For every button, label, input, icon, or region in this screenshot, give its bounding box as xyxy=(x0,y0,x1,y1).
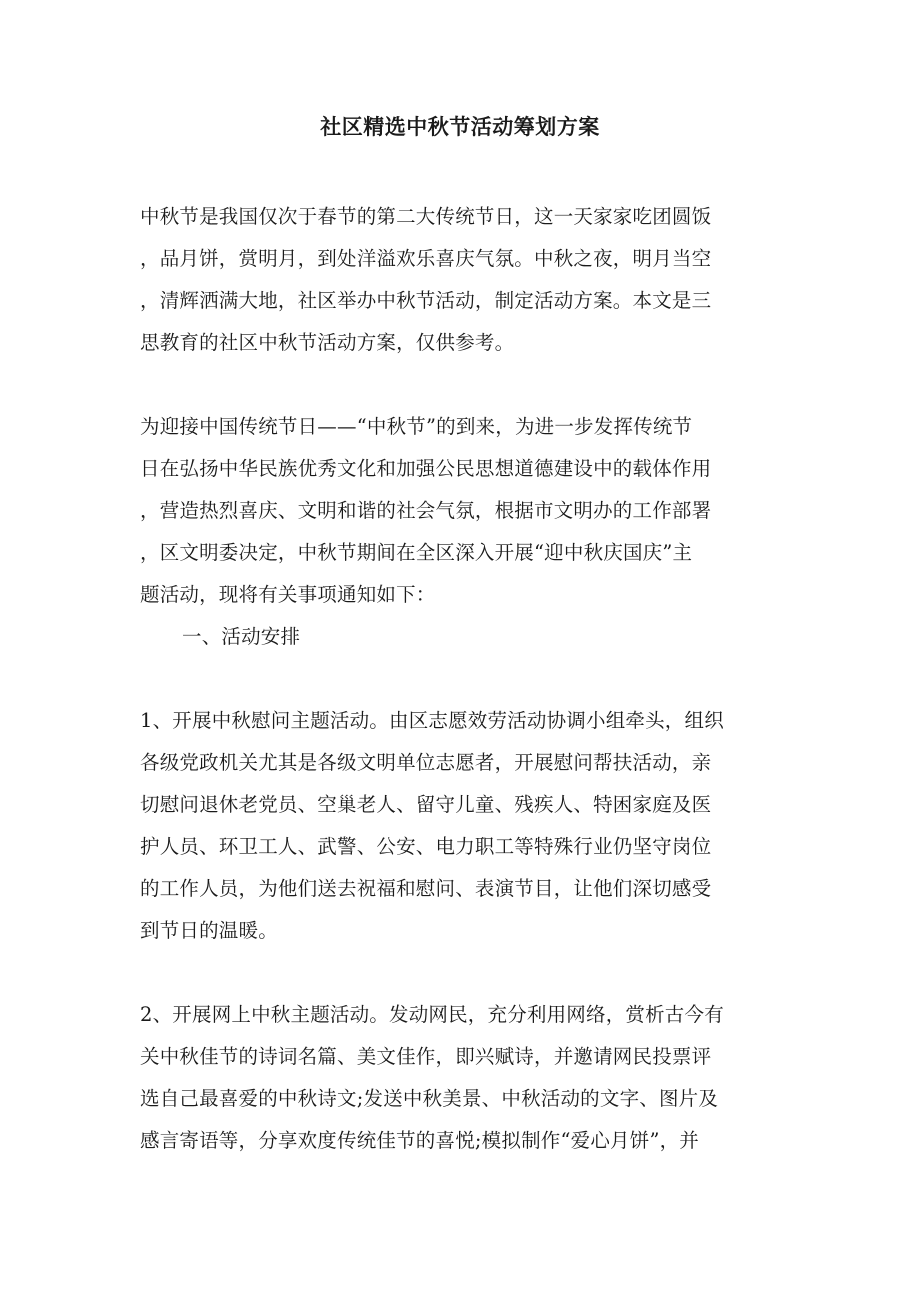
paragraph-gap xyxy=(140,364,790,406)
paragraph-line: ，区文明委决定，中秋节期间在全区深入开展“迎中秋庆国庆”主 xyxy=(140,541,693,564)
paragraph-line: 切慰问退休老党员、空巢老人、留守儿童、残疾人、特困家庭及医 xyxy=(140,793,712,816)
section-heading: 一、活动安排 xyxy=(182,625,301,648)
paragraph-line: 思教育的社区中秋节活动方案，仅供参考。 xyxy=(140,331,515,354)
paragraph-gap xyxy=(140,658,790,700)
paragraph-line: ，营造热烈喜庆、文明和谐的社会气氛，根据市文明办的工作部署 xyxy=(140,499,712,522)
paragraph-line: 为迎接中国传统节日——“中秋节”的到来，为进一步发挥传统节 xyxy=(140,415,693,438)
paragraph-line: 护人员、环卫工人、武警、公安、电力职工等特殊行业仍坚守岗位 xyxy=(140,835,712,858)
paragraph-notice xyxy=(140,406,790,616)
paragraph-line: 中秋节是我国仅次于春节的第二大传统节日，这一天家家吃团圆饭 xyxy=(140,205,712,228)
paragraph-line: 1、开展中秋慰问主题活动。由区志愿效劳活动协调小组牵头，组织 xyxy=(140,709,724,732)
document-body xyxy=(140,196,790,1162)
paragraph-line: 关中秋佳节的诗词名篇、美文佳作，即兴赋诗，并邀请网民投票评 xyxy=(140,1045,712,1068)
paragraph-item-1 xyxy=(140,700,790,952)
paragraph-line: 日在弘扬中华民族优秀文化和加强公民思想道德建设中的载体作用 xyxy=(140,457,712,480)
paragraph-line: 题活动，现将有关事项通知如下： xyxy=(140,583,436,606)
paragraph-line: 选自己最喜爱的中秋诗文;发送中秋美景、中秋活动的文字、图片及 xyxy=(140,1087,719,1110)
paragraph-gap xyxy=(140,952,790,994)
document-title: 社区精选中秋节活动筹划方案 xyxy=(320,114,600,139)
paragraph-line: 各级党政机关尤其是各级文明单位志愿者，开展慰问帮扶活动，亲 xyxy=(140,751,712,774)
paragraph-line: 2、开展网上中秋主题活动。发动网民，充分利用网络，赏析古今有 xyxy=(140,1003,724,1026)
paragraph-intro xyxy=(140,196,790,364)
paragraph-line: 的工作人员，为他们送去祝福和慰问、表演节目，让他们深切感受 xyxy=(140,877,712,900)
paragraph-line: 到节日的温暖。 xyxy=(140,919,278,942)
paragraph-line: 感言寄语等，分享欢度传统佳节的喜悦;模拟制作“爱心月饼”，并 xyxy=(140,1129,700,1152)
paragraph-item-2 xyxy=(140,994,790,1162)
paragraph-line: ，品月饼，赏明月，到处洋溢欢乐喜庆气氛。中秋之夜，明月当空 xyxy=(140,247,712,270)
paragraph-line: ，清辉洒满大地，社区举办中秋节活动，制定活动方案。本文是三 xyxy=(140,289,712,312)
